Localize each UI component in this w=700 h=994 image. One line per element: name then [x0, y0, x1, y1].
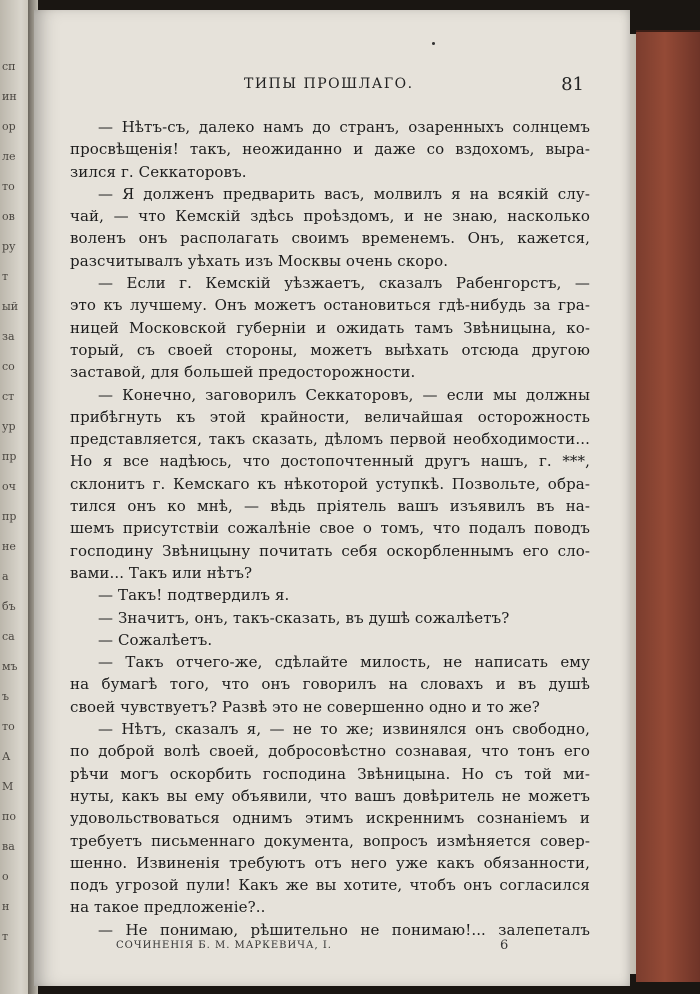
text-line: нуты, какъ вы ему объявили, что вашъ довѣритель не можетъ: [70, 786, 590, 805]
left-page-fragment: оч: [2, 480, 16, 493]
text-line: — Конечно, заговорилъ Секкаторовъ, — если мы должны: [98, 385, 590, 404]
left-page-fragment: ур: [2, 420, 16, 433]
left-page-fragment: ый: [2, 300, 19, 313]
left-page-fragment: ру: [2, 240, 16, 253]
text-line: на бумагѣ того, что онъ говорилъ на словахъ и въ душѣ: [70, 675, 590, 694]
left-page-fragment: А: [2, 750, 11, 763]
text-line: это къ лучшему. Онъ можетъ остановиться гдѣ-нибудь за гра-: [70, 296, 590, 315]
book-cover: [636, 30, 700, 982]
body-text: [70, 116, 590, 941]
text-line: склонитъ г. Кемскаго къ нѣкоторой уступкѣ. Позвольте, обра-: [70, 474, 590, 493]
text-line: — Если г. Кемскій уѣзжаетъ, сказалъ Рабенгорстъ, —: [98, 274, 590, 293]
text-line: — Нѣтъ-съ, далеко намъ до странъ, озаренныхъ солнцемъ: [98, 118, 590, 136]
text-line: ницей Московской губерніи и ожидать тамъ Звѣницына, ко-: [70, 318, 590, 337]
text-line: шемъ присутствіи сожалѣніе свое о томъ, что подалъ поводъ: [70, 519, 590, 538]
text-line: по доброй волѣ своей, добросовѣстно сознавая, что тонъ его: [70, 742, 590, 761]
text-line: — Значитъ, онъ, такъ-сказать, въ душѣ сожалѣетъ?: [98, 608, 510, 627]
text-line: прибѣгнуть къ этой крайности, величайшая осторожность: [70, 407, 590, 426]
text-line: представляется, такъ сказать, дѣломъ первой необходимости...: [70, 430, 590, 449]
left-page-fragment: т: [2, 270, 9, 283]
text-line: требуетъ письменнаго документа, вопросъ измѣняется совер-: [70, 831, 590, 850]
left-page-fragment: М: [2, 780, 14, 793]
page-speck: [432, 42, 435, 45]
text-line: своей чувствуетъ? Развѣ это не совершенно одно и то же?: [70, 697, 540, 716]
left-page-fragment: сп: [2, 60, 16, 73]
page-footer: [74, 940, 594, 960]
text-line: — Такъ! подтвердилъ я.: [98, 586, 290, 605]
left-page-fragment: ъ: [2, 690, 9, 703]
text-line: — Нѣтъ, сказалъ я, — не то же; извинялся онъ свободно,: [98, 720, 590, 739]
left-page-fragment: ор: [2, 120, 16, 133]
text-line: тился онъ ко мнѣ, — вѣдь пріятель вашъ изъявилъ въ на-: [70, 497, 590, 516]
text-line: заставой, для большей предосторожности.: [70, 363, 416, 382]
left-page-fragment: то: [2, 720, 15, 733]
text-line: чай, — что Кемскій здѣсь проѣздомъ, и не знаю, насколько: [70, 207, 590, 226]
text-line: вами... Такъ или нѣтъ?: [70, 563, 253, 582]
left-page-fragment: т: [2, 930, 9, 943]
left-page-fragment: со: [2, 360, 15, 373]
left-page-fragment: пр: [2, 510, 17, 523]
text-line: шенно. Извиненія требуютъ отъ него уже какъ обязанности,: [70, 853, 590, 872]
text-line: Но я все надѣюсь, что достопочтенный другъ нашъ, г. ***,: [70, 452, 590, 471]
text-line: удовольствоваться однимъ этимъ искреннимъ сознаніемъ и: [70, 809, 590, 828]
text-line: подъ угрозой пули! Какъ же вы хотите, чтобъ онъ согласился: [70, 876, 590, 895]
left-page-fragment: ле: [2, 150, 16, 163]
left-page-fragment: бъ: [2, 600, 16, 613]
sheet-number: 6: [500, 938, 509, 953]
text-line: — Сожалѣетъ.: [98, 630, 213, 649]
left-page-fragment: по: [2, 810, 16, 823]
book-page: [34, 10, 630, 986]
text-line: — Не понимаю, рѣшительно не понимаю!... залепеталъ: [98, 920, 590, 939]
text-line: разсчитывалъ уѣхать изъ Москвы очень скоро.: [70, 251, 449, 270]
left-page-fragment: за: [2, 330, 15, 343]
left-page-fragment: ов: [2, 210, 15, 223]
left-page-fragment: пр: [2, 450, 17, 463]
page-header: [64, 74, 584, 102]
left-page-fragment: ва: [2, 840, 15, 853]
text-line: — Я долженъ предварить васъ, молвилъ я на всякій слу-: [98, 184, 590, 203]
left-page-fragment: ин: [2, 90, 17, 103]
running-head: ТИПЫ ПРОШЛАГО.: [244, 76, 414, 92]
text-line: торый, съ своей стороны, можетъ выѣхать отсюда другою: [70, 340, 590, 359]
text-line: воленъ онъ располагать своимъ временемъ. Онъ, кажется,: [70, 229, 590, 248]
left-page-fragment: то: [2, 180, 15, 193]
left-page-fragment: о: [2, 870, 9, 883]
left-page-edge: [0, 0, 30, 994]
left-page-fragment: ст: [2, 390, 15, 403]
left-page-fragment: н: [2, 900, 10, 913]
left-page-fragment: а: [2, 570, 9, 583]
text-line: рѣчи могъ оскорбить господина Звѣницына. Но съ той ми-: [70, 764, 590, 783]
left-page-fragment: не: [2, 540, 16, 553]
left-page-fragment: са: [2, 630, 15, 643]
text-line: просвѣщенія! такъ, неожиданно и даже со вздохомъ, выра-: [70, 140, 590, 159]
text-line: на такое предложеніе?..: [70, 898, 266, 917]
text-line: — Такъ отчего-же, сдѣлайте милость, не написать ему: [98, 653, 590, 672]
text-line: господину Звѣницыну почитать себя оскорбленнымъ его сло-: [70, 541, 590, 560]
text-line: зился г. Секкаторовъ.: [70, 162, 247, 181]
left-page-fragment: мъ: [2, 660, 18, 673]
signature-mark: СОЧИНЕНІЯ Б. М. МАРКЕВИЧА, І.: [116, 940, 332, 951]
page-number: 81: [561, 74, 584, 95]
